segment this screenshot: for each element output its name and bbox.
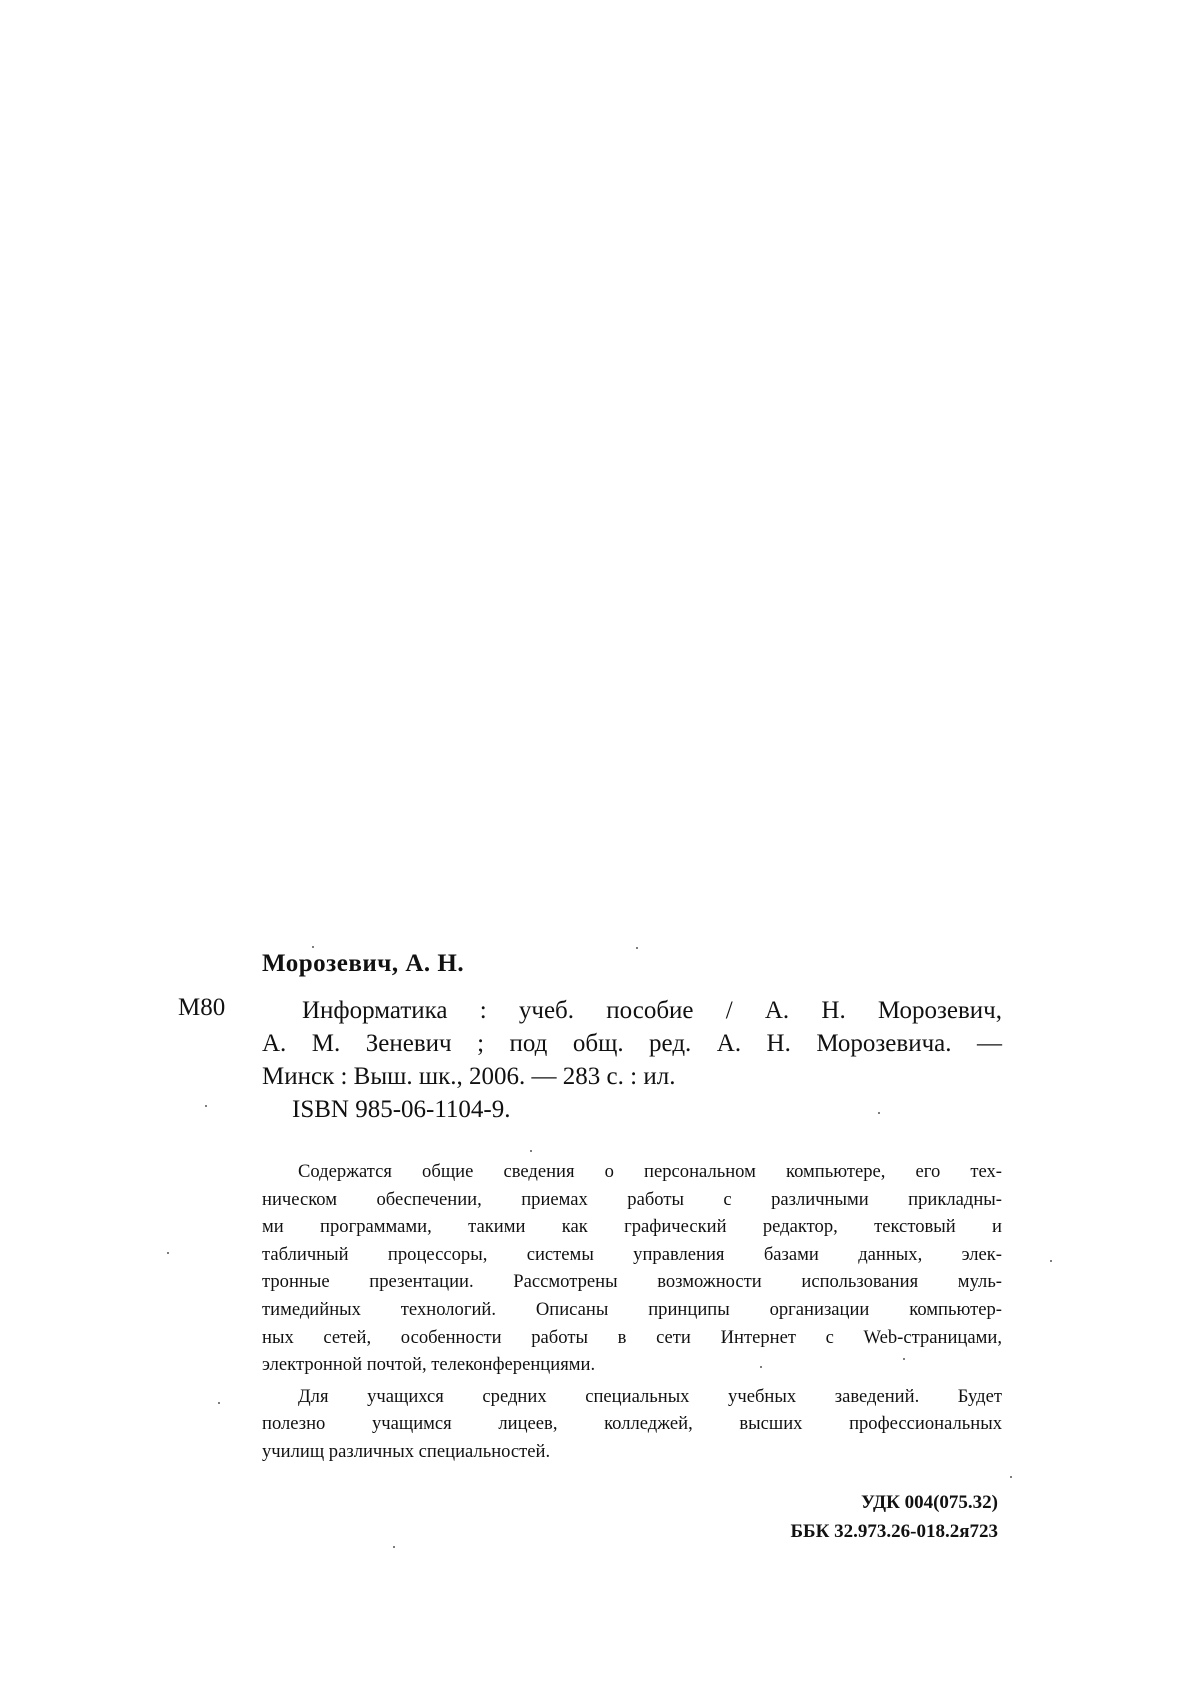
annotation-line: электронной почтой, телеконференциями. xyxy=(262,1354,596,1376)
classification-codes xyxy=(790,1488,998,1546)
annotation-line: полезно учащимся лицеев, колледжей, высших профессиональных xyxy=(262,1413,1002,1435)
annotation-line: Содержатся общие сведения о персональном компьютере, его тех- xyxy=(298,1161,1002,1182)
annotation-line: училищ различных специальностей. xyxy=(262,1440,551,1462)
annotation-line: ми программами, такими как графический редактор, текстовый и xyxy=(262,1216,1002,1238)
annotation-line: тронные презентации. Рассмотрены возможности использования муль- xyxy=(262,1271,1002,1293)
scan-speck xyxy=(218,1402,220,1404)
scan-speck xyxy=(530,1150,532,1152)
shelf-mark: М80 xyxy=(178,994,226,1021)
scan-speck xyxy=(903,1358,905,1360)
scan-speck xyxy=(636,947,638,949)
scan-speck xyxy=(878,1112,880,1114)
annotation-line: ническом обеспечении, приемах работы с различными прикладны- xyxy=(262,1188,1002,1210)
scan-speck xyxy=(167,1252,169,1254)
annotation-line: Для учащихся средних специальных учебных заведений. Будет xyxy=(298,1385,1002,1407)
annotation-audience xyxy=(262,1383,1002,1466)
bibliographic-description xyxy=(262,994,1002,1126)
scan-speck xyxy=(393,1546,395,1548)
annotation-line: табличный процессоры, системы управления базами данных, элек- xyxy=(262,1243,1002,1265)
annotation xyxy=(262,1158,1002,1466)
udc-code: УДК 004(075.32) xyxy=(860,1492,998,1513)
scan-speck xyxy=(760,1366,762,1368)
bib-line-coauthor: А. М. Зеневич ; под общ. ред. А. Н. Морозевича. — xyxy=(262,1030,1002,1057)
bib-line-title: Информатика : учеб. пособие / А. Н. Морозевич, xyxy=(302,997,1002,1024)
scan-speck xyxy=(1010,1476,1012,1478)
scan-speck xyxy=(1050,1260,1052,1262)
scan-speck xyxy=(205,1105,207,1107)
bbk-code: ББК 32.973.26-018.2я723 xyxy=(790,1521,998,1542)
bib-line-imprint: Минск : Выш. шк., 2006. — 283 с. : ил. xyxy=(262,1063,676,1090)
scan-speck xyxy=(312,946,314,948)
annotation-line: тимедийных технологий. Описаны принципы организации компьютер- xyxy=(262,1298,1002,1320)
annotation-line: ных сетей, особенности работы в сети Интернет с Web-страницами, xyxy=(262,1326,1002,1348)
author-heading: Морозевич, А. Н. xyxy=(262,950,465,977)
isbn: ISBN 985-06-1104-9. xyxy=(292,1096,511,1123)
